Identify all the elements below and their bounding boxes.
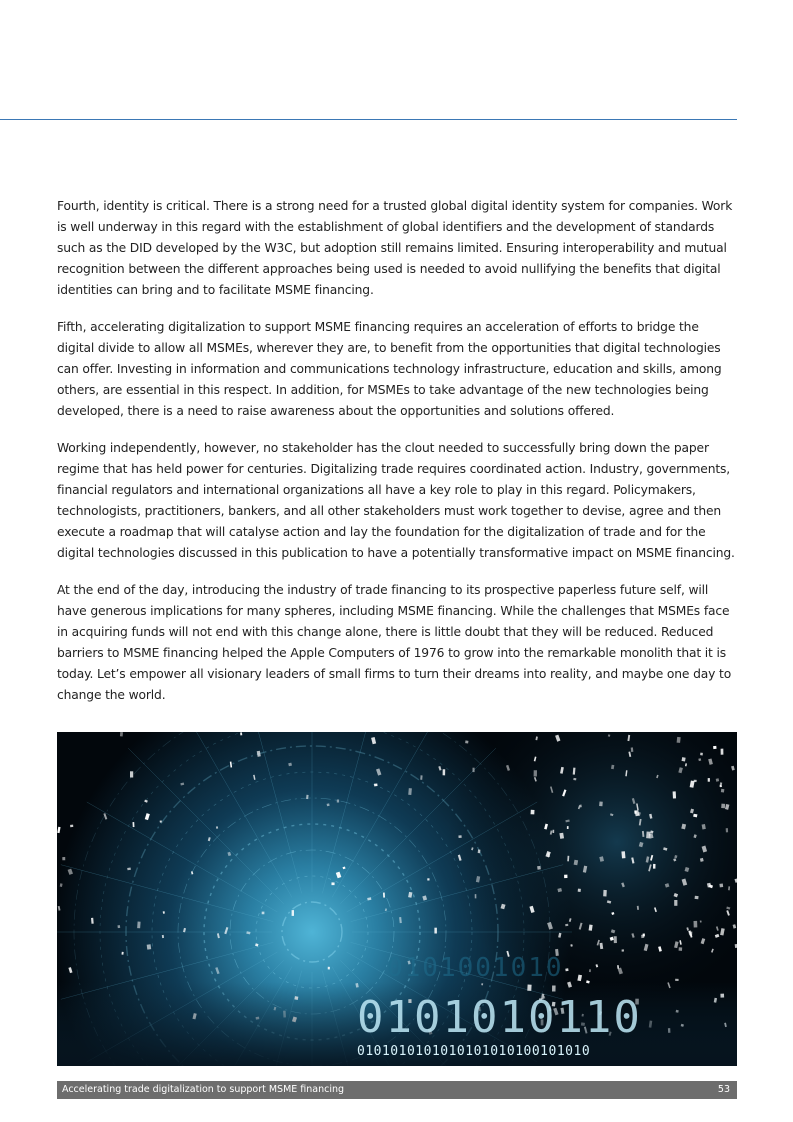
data-particle [621, 851, 625, 858]
body-text [57, 196, 737, 722]
data-particle [478, 849, 481, 853]
data-particle [434, 928, 437, 934]
data-particle [679, 947, 683, 951]
paragraph-coordinated-action: Working independently, however, no stakeholder has the clout needed to successfully bring down the paper regime that has held power for centuries. Digitalizing trade requires coordinated action. Industry, governments, financial regulators and international organizations all have a key role to play in this regard. Policymakers, technologists, practitioners, bankers, and all other stakeholders must work together to devise, agree and then execute a roadmap that will catalyse action and lay the foundation for the digitalization of trade and for the digital technologies discussed in this publication to have a potentially transformative impact on MSME financing. [57, 441, 735, 560]
data-particle [603, 890, 607, 897]
data-particle [573, 778, 576, 780]
binary-large: 0101010110 [357, 992, 642, 1043]
data-particle [443, 769, 446, 775]
data-particle [708, 778, 710, 782]
data-particle [240, 732, 242, 735]
data-particle [531, 810, 535, 815]
data-particle [567, 826, 569, 829]
data-particle [408, 788, 412, 795]
data-particle [599, 802, 603, 807]
data-particle [118, 925, 121, 928]
data-particle [553, 830, 555, 833]
data-particle [735, 944, 737, 948]
data-particle [62, 857, 65, 860]
data-particle [262, 912, 265, 915]
data-particle [726, 828, 728, 832]
data-particle [130, 771, 133, 777]
data-particle [420, 775, 422, 780]
data-particle [565, 924, 568, 926]
hero-image-digital-tunnel [57, 732, 737, 1066]
footer-bar [57, 1081, 737, 1099]
data-particle [622, 949, 624, 951]
data-particle [677, 737, 681, 743]
data-particle [121, 952, 123, 955]
data-particle [465, 740, 468, 743]
data-particle [133, 822, 135, 827]
data-particle [475, 894, 477, 898]
data-particle [383, 892, 385, 897]
binary-faint: 0101001010 [387, 953, 564, 983]
data-particle [719, 883, 723, 887]
data-particle [634, 810, 636, 813]
data-particle [674, 900, 677, 906]
data-particle [565, 968, 568, 971]
data-particle [473, 768, 475, 772]
data-particle [137, 922, 140, 929]
header-rule [0, 119, 737, 120]
data-particle [589, 969, 591, 972]
data-particle [427, 878, 429, 880]
data-particle [713, 746, 716, 749]
data-particle [537, 866, 541, 870]
data-particle [694, 921, 698, 928]
data-particle [631, 747, 634, 752]
data-particle [120, 732, 123, 737]
data-particle [162, 935, 164, 938]
data-particle [641, 935, 644, 938]
data-particle [721, 789, 725, 793]
data-particle [614, 936, 617, 943]
paragraph-conclusion: At the end of the day, introducing the industry of trade financing to its prospective paperless future self, will have generous implications for many spheres, including MSME financing. While the challenges that MSMEs face in acquiring funds will not end with this change alone, there is little doubt that they will be reduced. Reduced barriers to MSME financing helped the Apple Computers of 1976 to grow into the remarkable monolith that it is today. Let’s empower all visionary leaders of small firms to turn their dreams into reality, and maybe one day to change the world. [57, 583, 732, 702]
page-number: 53 [717, 1084, 730, 1095]
data-particle [653, 864, 655, 869]
footer-title: Accelerating trade digitalization to support MSME financing [62, 1084, 345, 1095]
data-particle [331, 882, 334, 885]
data-particle [716, 778, 719, 781]
data-particle [374, 783, 378, 786]
digital-tunnel-illustration [57, 732, 737, 1066]
data-particle [700, 753, 703, 756]
paragraph-identity: Fourth, identity is critical. There is a strong need for a trusted global digital identity system for companies. Work is well underway in this regard with the establishment of global identifiers and the development of standards such as the DID developed by the W3C, but adoption still remains limited. Ensuring interoperability and mutual recognition between the different approaches being used is needed to avoid nullifying the benefits that digital identities can bring and to facilitate MSME financing. [57, 199, 733, 297]
data-particle [147, 944, 151, 949]
data-particle [160, 820, 162, 822]
data-particle [695, 896, 699, 900]
data-particle [721, 749, 724, 755]
paragraph-digital-divide: Fifth, accelerating digitalization to support MSME financing requires an acceleration of efforts to bridge the digital divide to allow all MSMEs, wherever they are, to benefit from the opportunities that digital technologies can offer. Investing in information and communications technology infrastructure, education and skills, among others, are essential in this respect. In addition, for MSMEs to take advantage of the new technologies being developed, there is a need to raise awareness about the opportunities and solutions offered. [57, 320, 722, 418]
data-particle [534, 770, 537, 776]
data-particle [564, 875, 567, 878]
data-particle [578, 889, 581, 892]
data-particle [337, 800, 339, 803]
data-particle [673, 791, 676, 798]
data-particle [306, 795, 309, 799]
data-particle [675, 979, 678, 981]
data-particle [292, 910, 294, 916]
data-particle [328, 967, 330, 970]
data-particle [682, 757, 686, 761]
data-particle [70, 825, 73, 828]
data-particle [721, 804, 725, 809]
data-particle [458, 835, 461, 838]
binary-small: 0101010101010101010100101010 [357, 1044, 591, 1059]
data-particle [646, 832, 650, 839]
